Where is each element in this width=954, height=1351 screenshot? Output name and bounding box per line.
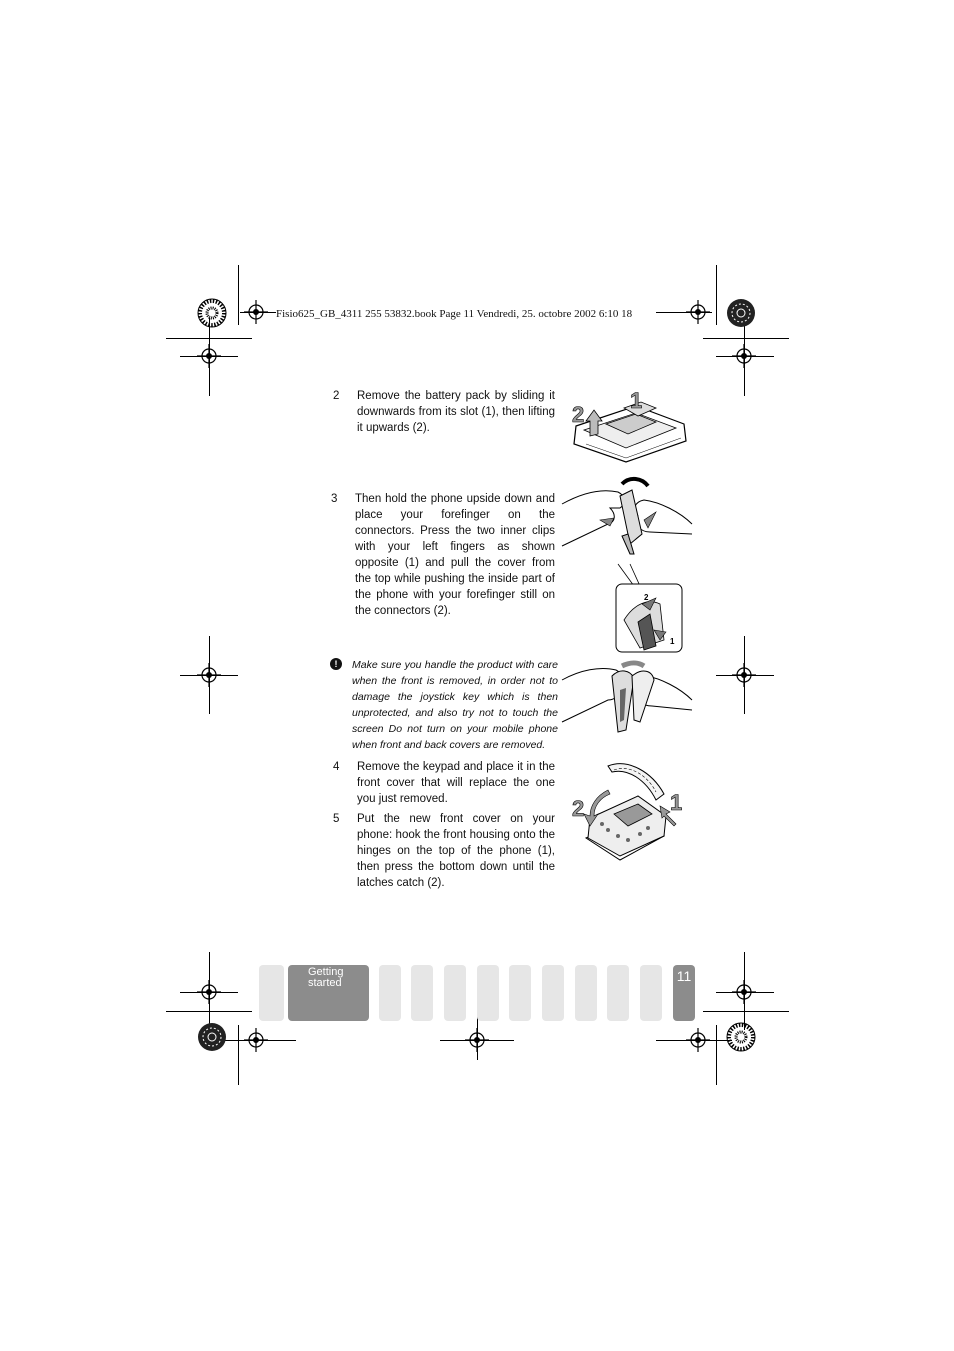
front-cover-illustration — [568, 756, 690, 864]
step-number: 4 — [333, 761, 340, 773]
starburst-icon — [727, 1023, 755, 1051]
chapter-tab — [607, 965, 629, 1021]
starburst-icon — [198, 1023, 226, 1051]
clips-detail-inset — [604, 560, 686, 654]
step-text: Put the new front cover on your phone: hook the front housing onto the hinges on the top of the phone (1), then press the bottom down until the latches catch (2). — [357, 813, 555, 889]
chapter-tab — [509, 965, 531, 1021]
step-item — [331, 491, 555, 617]
step-text: Then hold the phone upside down and place your forefinger on the connectors. Press the two inner clips with your left fingers as shown opposite (1) and pull the cover from the top while pushing the inside part of the phone with your forefinger still on the connectors (2). — [355, 493, 555, 617]
step-item — [333, 388, 555, 438]
note-text: Make sure you handle the product with care when the front is removed, in order not to damage the joystick key which is then unprotected, and also try not to touch the screen Do not turn on your mobile phone when front and back covers are removed. — [352, 659, 558, 751]
chapter-tab-label: Getting started — [308, 966, 344, 989]
figure-label: 2 — [644, 593, 649, 602]
chapter-tab — [379, 965, 401, 1021]
print-header: Fisio625_GB_4311 255 53832.book Page 11 Vendredi, 25. octobre 2002 6:10 18 — [276, 308, 633, 320]
caution-note — [330, 657, 558, 753]
battery-removal-illustration — [566, 386, 696, 466]
step-number: 2 — [333, 390, 340, 402]
figure-label: 1 — [630, 388, 643, 413]
hands-open-cover-illustration — [560, 474, 695, 564]
page-number: 11 — [673, 965, 695, 1021]
figure-label: 1 — [670, 637, 675, 646]
chapter-tab — [411, 965, 433, 1021]
figure-label: 2 — [572, 402, 585, 427]
chapter-tab — [640, 965, 662, 1021]
starburst-icon — [198, 299, 226, 327]
chapter-tab — [542, 965, 564, 1021]
starburst-icon — [727, 299, 755, 327]
chapter-tab-active — [288, 965, 369, 1021]
step-text: Remove the keypad and place it in the front cover that will replace the one you just removed. — [357, 761, 555, 805]
hands-open-phone-illustration — [560, 660, 695, 738]
warning-icon: ! — [330, 658, 342, 670]
chapter-tab — [259, 965, 284, 1021]
step-number: 3 — [331, 493, 338, 505]
step-item — [333, 811, 555, 889]
chapter-tab — [575, 965, 597, 1021]
step-number: 5 — [333, 813, 340, 825]
chapter-tab — [444, 965, 466, 1021]
figure-label: 1 — [670, 790, 683, 815]
figure-label: 2 — [572, 796, 585, 821]
chapter-tab — [477, 965, 499, 1021]
step-item — [333, 759, 555, 809]
step-text: Remove the battery pack by sliding it downwards from its slot (1), then lifting it upwards (2). — [357, 390, 555, 434]
